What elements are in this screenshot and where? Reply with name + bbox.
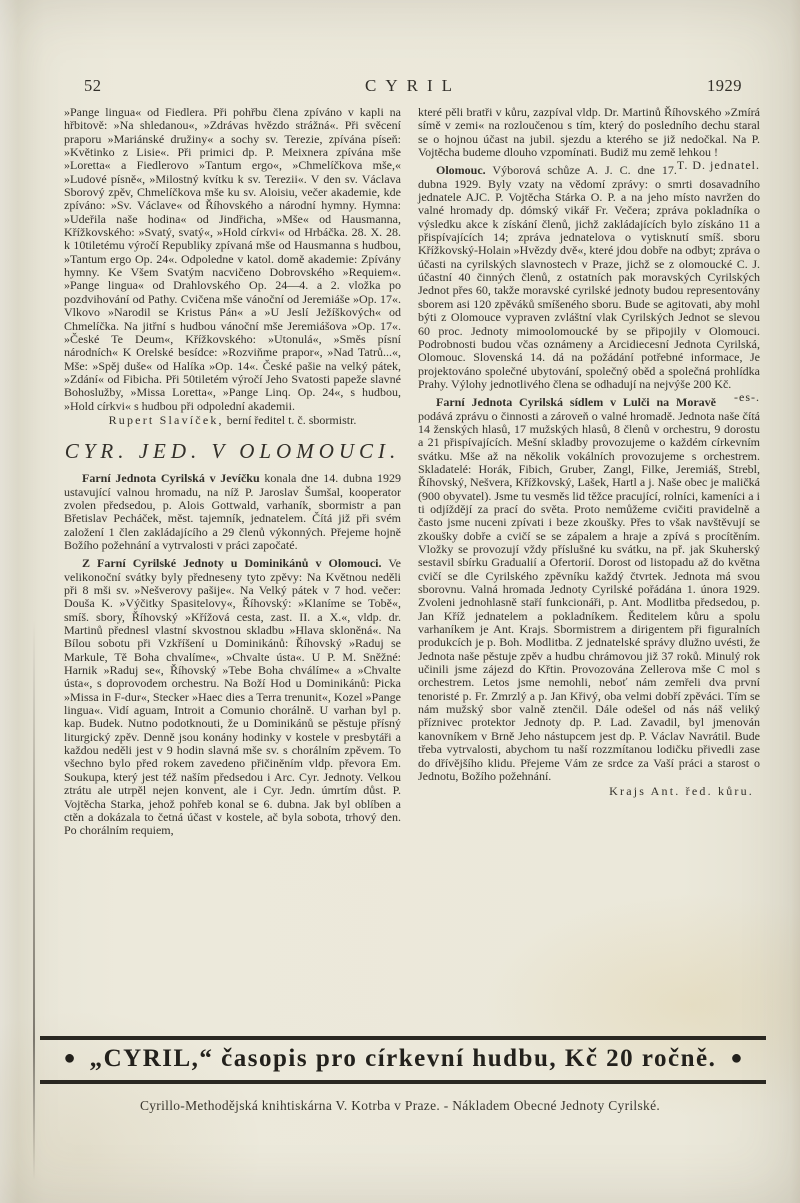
advertisement-text: „CYRIL,“ časopis pro církevní hudbu, Kč 20 ročně. — [89, 1045, 717, 1072]
bullet-icon: ● — [730, 1047, 743, 1069]
paragraph-text: Ve velikonoční svátky byly předneseny tyto zpěvy: Na Květnou neděli při 8 mši sv. »Nešverovy pašije«. Na Velký pátek v 7 hod. večer: Douša K. »Výčitky Spasitelovy«, Říhovský: »Klaníme se Tobě«, smíš. sbory, Říhovský »Křížová cesta, zast. II. a X.«, vldp. dr. Martinů přednesl vlastní skvostnou skladbu »Hlava skloněná«. Na Bílou sobotu při Vzkříšení u Dominikánů: Říhovský »Raduj se Markule, Tě Boha chvalíme«, »Chvalte ústa«. U P. M. Sněžné: Harnik »Raduj se«, Říhovský »Tebe Boha chválíme« a »Chvalte ústa«, s doprovodem orchestru. Na Boží Hod u Dominikánů: Picka »Missa in F-dur«, Stecker »Haec dies a Terra trenunit«, Kozel »Pange lingua«. Vidí aguam, Introit a Comunio chorálně. U varhan byl p. kap. Budek. Nutno podotknouti, že u Dominikánů se pěstuje přísný liturgický zpěv. Denně jsou konány hodinky v kostele v presbytáři a každou neděli jest v 9 hodin slavná mše sv. s chorálním zpěvem. To všechno bylo před rokem zavedeno přičiněním vldp. převora Em. Soukupa, který jest též naším předsedou i Arc. Cyr. Jednoty. Velkou ztrátu ale utrpěl nejen konvent, ale i Cyr. Jedn. úmrtím důst. P. Vojtěcha Starka, jehož pohřeb konal se 6. dubna. Jak byl oblíben a ctěn a dokázala to četná účast v kostele, ač byla sobota, trhový den. Po chorálním requiem, — [64, 556, 401, 838]
paragraph-lead: Z Farní Cyrilské Jednoty u Dominikánů v Olomouci. — [82, 556, 382, 571]
year-label: 1929 — [707, 76, 742, 95]
paragraph-lulec — [418, 396, 760, 783]
right-column — [418, 106, 760, 1032]
scan-crease-artifact — [33, 620, 35, 1180]
left-column — [64, 106, 401, 1032]
signature-td-jednatel: T. D. jednatel. — [676, 158, 760, 173]
subscription-advertisement — [40, 1036, 766, 1084]
paragraph-text: Výborová schůze A. J. C. dne 17. dubna 1929. Byly vzaty na vědomí zprávy: o smrti dosavadního jednatele AJC. P. Vojtěcha Stárka O. P. a na jeho místo navržen do valné hromady dp. dómský vikář Fr. Večera; zpráva pokladníka o výsledku akce k získání členů, jichž zakládajících bylo získáno 11 a přispívajících 14; zpráva jednatelova o vytisknutí smíš. sboru Křížkovský-Holain »Hvězdy dvě«, které jdou dobře na odbyt; zpráva o účasti na cyrilských slavnostech v Praze, jichž se z olomoucké C. J. účastní 40 činných členů, z ostatních pak moravských Cyrilských Jednot přes 60, takže moravské cyrilské jednoty budou representovány sborem asi 120 zpěváků smíšeného sboru. Bude se agitovati, aby mohl býti z Olomouce vypraven zvláštní vlak Cyrilských Jednot se slevou 60 proc. Jednoty mimoolomoucké by se připojily v Olomouci. Podrobnosti budou včas oznámeny a Arcidiecesní Jednota Cyrilská, Olomouc. Slovenská 14. dá na požádání potřebné informace, Je projektováno společné ubytování, společný oběd a společná prohlídka Prahy. Výlohy jednotlivého člena se odhadují na nejvýše 200 Kč. — [418, 163, 760, 391]
paragraph-lead: Farní Jednota Cyrilská sídlem v Lulči na Moravě — [436, 395, 716, 410]
paragraph-text: »Pange lingua« od Fiedlera. Při pohřbu člena zpíváno v kapli na hřbitově: »Na shledanou«, »Zdrávas hvězdo strážná«. Při svěcení praporu »Mariánské družiny« a sochy sv. Terezie, zpívána píseň: »Květinko z Lisie«. Při primici dp. P. Meixnera zpívána mše »Loretta« a Fiedlerovo »Tantum ergo«, »Chmelíčkova mše,« »Ludové písně«, »Milostný kvítku k sv. Terezii«. V den sv. Václava Sborový zpěv, Chmelíčkova mše ku sv. Aloisiu, večer akademie, kde zpíváno: »Sv. Václave« od Říhovského a národní hymny. Hymna: »Udeřila naše hodina« od Jindřicha, »Mše« od Hausmanna, Křížkovského: »Svatý, svatý«, »Hold církvi« od Hrbáčka. 28. X. 28. k 10tiletému výročí Republiky zpívaná mše od Hausmanna s hudbou, »Tantum ergo Op. 24«. Odpoledne v katol. domě akademie: Zpívány hymny. Ke Všem Svatým nacvičeno Dobrovského »Requiem«. »Pange lingua« od Drahlovského Op. 24—4. a 2. vložka po pozdvihování od Pathy. Cvičena mše vánoční od Jeremiáše »Op. 17«. Vlkovo »Narodil se Kristus Pán« a »U Jeslí Ježíškových« od Chmelíčka. Na jitřní s hudbou vánoční mše Jeremiášova »Op. 17«. »České Te Deum«, Křížkovského: »Utonulá«, »Směs písní národních« K Orelské besídce: »Rozviňme prapor«, »Nad Tatrů...«, Mše: »Spěj duše« od Halíka »Op. 14«. České pašie na velký pátek, »Zdání« od Fibicha. Při 50tiletém výročí Jeho Svatosti papeže slavné Bohoslužby, »Missa Loretta«, »Pange Linq. Op. 24«, s hudbou, »Hold církvi« s hudbou při odpolední akademii. — [64, 106, 401, 413]
printer-imprint: Cyrillo-Methodějská knihtiskárna V. Kotrba v Praze. - Nákladem Obecné Jednoty Cyrilské. — [139, 1098, 661, 1113]
bullet-icon: ● — [63, 1047, 76, 1069]
paragraph-lead: Farní Jednota Cyrilská v Jevíčku — [82, 471, 260, 486]
signature-name: Rupert Slavíček, — [108, 412, 224, 427]
section-heading-olomouc: CYR. JED. V OLOMOUCI. — [64, 439, 401, 464]
two-column-body — [64, 106, 760, 1032]
signature-title: berní ředitel t. č. sbormistr. — [223, 412, 357, 427]
paragraph-jevicko — [64, 472, 401, 552]
paragraph-dominikani — [64, 557, 401, 837]
journal-title: CYRIL — [365, 76, 461, 95]
page-number: 52 — [84, 76, 102, 95]
paragraph-pange-lingua — [64, 106, 401, 413]
signature-slavicek — [64, 414, 401, 427]
paragraph-text: které pěli bratři v kůru, zazpíval vldp. Dr. Martinů Říhovského »Zmírá símě v zemi« na rozloučenou s tím, který do posledního dechu staral se o hojnou účast na jubil. sjezdu a kterého se již nedočkal. Na P. Vojtěcha budeme dlouho vzpomínati. Budiž mu země lehkou ! — [418, 106, 760, 160]
signature-krajs: Krajs Ant. řed. kůru. — [609, 784, 754, 799]
paragraph-text: podává zprávu o činnosti a zároveň o valné hromadě. Jednota naše čítá 14 ženských hlasů, 17 mužských hlasů, 8 členů v orchestru, 9 dorostu a 21 přispívajících. Mešní skladby provozujeme o každém církevním svátku. Mše až na několik vokálních provozujeme s orchestrem. Skladatelé: Horák, Fibich, Gruber, Zangl, Filke, Jeremiáš, Strebl, Říhovský, Nešvera, Křížkovský, Lašek, Hartl a j. Naše obec je maličká (900 obyvatel). Jsme tu vesměs lid těžce pracující, rolníci, kameníci a i ti odjíždějí za prací do světa. Proto nemůžeme cvičiti pravidelně a často jsme nuceni zpívati i beze zkoušky. Přes to však navštěvují se zkoušky dobře a cvičí se se zápalem a hraje a zpívá s procítěním. Vložky se provozují vždy příslušné ku svátku, na př. jak Skuherský sestavil sbírku Gradualií a Ofertorií. Dorost od listopadu až do května cvičí se dle Cyrilského zpěvníku každý čtvrtek. Jednota má svou sborovnu. Valná hromada Jednoty Cyrilské pořádána 1. února 1929. Zvoleni jednohlasně staří funkcionáři, p. Ant. Modlitba předsedou, p. Jan Kříž jednatelem a pokladníkem. Ředitelem kůru a spolu varhaníkem je Ant. Krajs. Sbormistrem a dirigentem při figuralních produkcích je p. Boh. Modlitba. Z jednatelské správy dlužno uvésti, že Jednota naše pěstuje zpěv a hudbu chrámovou již 37 roků. Minulý rok učinili jsme zájezd do Křtin. Provozována Zellerova mše C mol s orchestrem. Letos jsme nemohli, neboť nám zemřeli dva první tenoristé p. Fr. Zmrzlý a p. Jan Křivý, oba velmi dobří zpěváci. Tím se nám mužský sbor valně ztenčil. Dále odešel od nás náš veliký příznivec protektor Jednoty dp. P. Lad. Zavadil, byl jmenován kanovníkem v Brně Jeho nástupcem jest dp. P. Václav Navrátil. Bude třeba vytrvalosti, abychom tu naší rozzmítanou lodičku přivedli zase do dřívějšího klidu. Přejeme Vám ze srdce za Vaší práci a starost o Jednotu, Božího požehnání. — [418, 408, 760, 783]
paragraph-text: konala dne 14. dubna 1929 ustavující valnou hromadu, na níž P. Jaroslav Šumšal, kooperator zvolen předsedou, p. Alois Gottwald, varhaník, sbormistr a pan Břetislav Pecháček, měst. tajemník, jednatelem. Čítá již při svém založení 1 člen zakládajícího a 29 členů výkonných. Přejeme hojně Božího požehnání a vytrvalosti v práci započaté. — [64, 471, 402, 552]
paragraph-lead: Olomouc. — [436, 163, 486, 178]
signature-es: -es-. — [734, 390, 760, 405]
page-header — [84, 76, 742, 98]
